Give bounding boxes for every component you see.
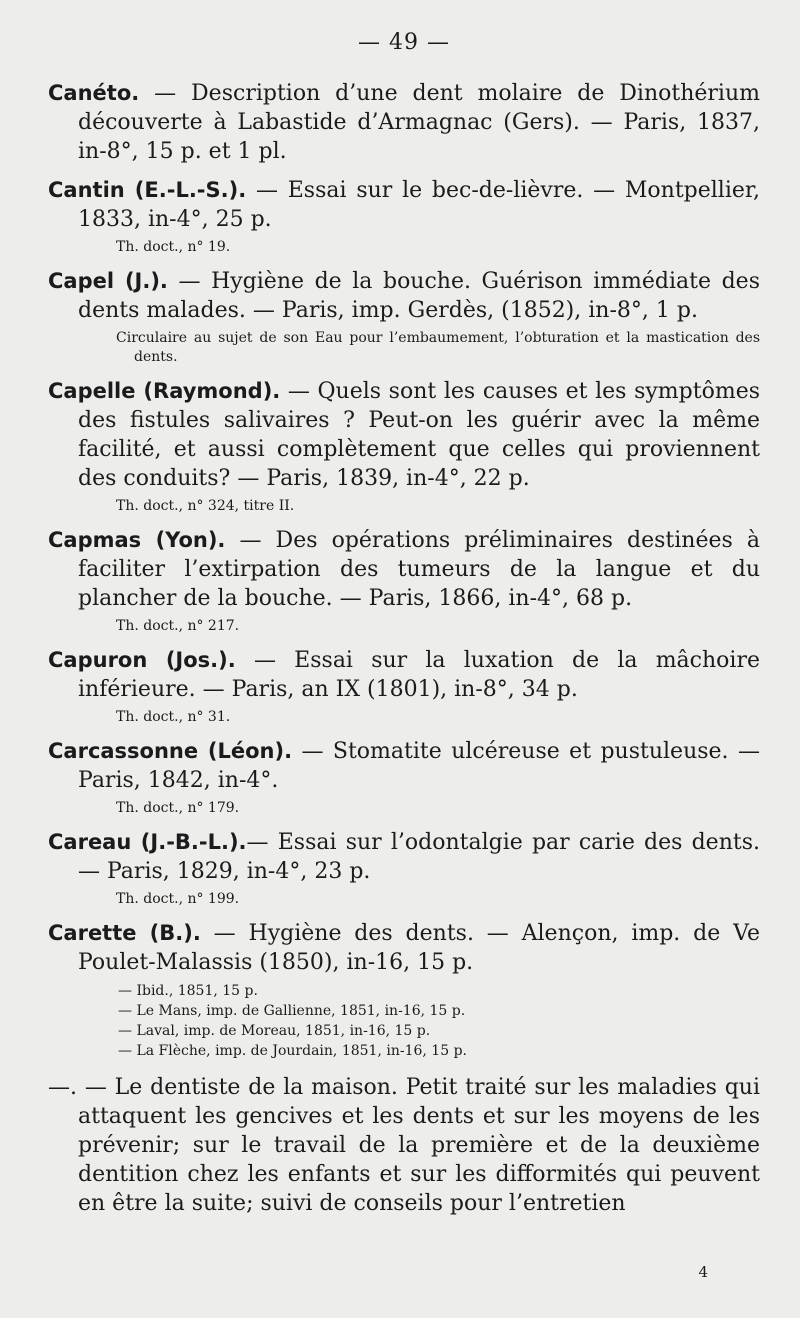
entry-body	[48, 79, 760, 166]
reprint-item: — Le Mans, imp. de Gallienne, 1851, in-16, 15 p.	[118, 1003, 466, 1019]
reprint-item: — La Flèche, imp. de Jourdain, 1851, in-16, 15 p.	[118, 1043, 467, 1059]
entry-body	[48, 646, 760, 704]
entry-note: Th. doct., n° 179.	[116, 800, 240, 816]
bibliography-entry	[48, 267, 760, 367]
entry-text: — Description d’une dent molaire de Dinothérium découverte à Labastide d’Armagnac (Gers). — Paris, 1837, in-8°, 15 p. et 1 pl.	[78, 81, 760, 164]
bibliography-entry	[48, 526, 760, 636]
bibliography-entry	[48, 828, 760, 909]
bibliography-entry	[48, 737, 760, 818]
continuation-entry: —. — Le dentiste de la maison. Petit traité sur les maladies qui attaquent les gencives et les dents et sur les moyens de les prévenir; sur le travail de la première et de la deuxième dentition chez les enfants et sur les difformités qui peuvent en être la suite; suivi de conseils pour l’entretien	[48, 1075, 760, 1216]
entry-note: Th. doct., n° 217.	[116, 618, 240, 634]
reprint-item: — Ibid., 1851, 15 p.	[118, 983, 258, 999]
entry-author: Capelle (Raymond).	[48, 379, 281, 403]
bibliography-entry	[48, 176, 760, 257]
bibliography-entry	[48, 646, 760, 727]
entry-body	[48, 737, 760, 795]
entry-note: Th. doct., n° 199.	[116, 891, 240, 907]
entry-author: Capel (J.).	[48, 269, 168, 293]
entry-note: Th. doct., n° 31.	[116, 709, 231, 725]
entry-body	[48, 526, 760, 613]
entry-text: — Hygiène de la bouche. Guérison immédiate des dents malades. — Paris, imp. Gerdès, (1852), in-8°, 1 p.	[78, 269, 760, 323]
bibliography-entry	[48, 377, 760, 516]
entry-text: — Hygiène des dents. — Alençon, imp. de Ve Poulet-Malassis (1850), in-16, 15 p.	[78, 921, 760, 975]
entry-note: Th. doct., n° 19.	[116, 239, 231, 255]
entry-text: — Des opérations préliminaires destinées à faciliter l’extirpation des tumeurs de la langue et du plancher de la bouche. — Paris, 1866, in-4°, 68 p.	[78, 528, 761, 611]
entry-text: — Essai sur l’odontalgie par carie des dents. — Paris, 1829, in-4°, 23 p.	[78, 830, 760, 884]
entry-text: — Essai sur le bec-de-lièvre. — Montpellier, 1833, in-4°, 25 p.	[78, 178, 760, 232]
bibliography-entry	[48, 919, 760, 1061]
bibliography-entry	[48, 79, 760, 166]
reprint-item: — Laval, imp. de Moreau, 1851, in-16, 15 p.	[118, 1023, 431, 1039]
page-number: — 49 —	[358, 30, 450, 55]
entry-author: Carette (B.).	[48, 921, 201, 945]
entry-author: Careau (J.-B.-L.).	[48, 830, 247, 854]
entry-author: Carcassonne (Léon).	[48, 739, 293, 763]
entry-author: Cantin (E.-L.-S.).	[48, 178, 247, 202]
entry-body	[48, 377, 760, 493]
entry-body	[48, 267, 760, 325]
reprint-list	[48, 981, 760, 1061]
entry-author: Capmas (Yon).	[48, 528, 226, 552]
entry-author: Capuron (Jos.).	[48, 648, 236, 672]
entry-text: — Quels sont les causes et les symptômes des fistules salivaires ? Peut-on les guérir avec la même facilité, et aussi complètement que celles qui proviennent des conduits? — Paris, 1839, in-4°, 22 p.	[78, 379, 760, 491]
entry-body	[48, 919, 760, 977]
entry-text: — Stomatite ulcéreuse et pustuleuse. — Paris, 1842, in-4°.	[78, 739, 760, 793]
signature-mark: 4	[698, 1263, 708, 1281]
entry-note: Circulaire au sujet de son Eau pour l’embaumement, l’obturation et la mastication des dents.	[116, 330, 760, 365]
entry-author: Canéto.	[48, 81, 140, 105]
entry-note: Th. doct., n° 324, titre II.	[116, 498, 295, 514]
entry-body	[48, 176, 760, 234]
entry-text: — Essai sur la luxation de la mâchoire inférieure. — Paris, an IX (1801), in-8°, 34 p.	[78, 648, 760, 702]
entry-body	[48, 828, 760, 886]
